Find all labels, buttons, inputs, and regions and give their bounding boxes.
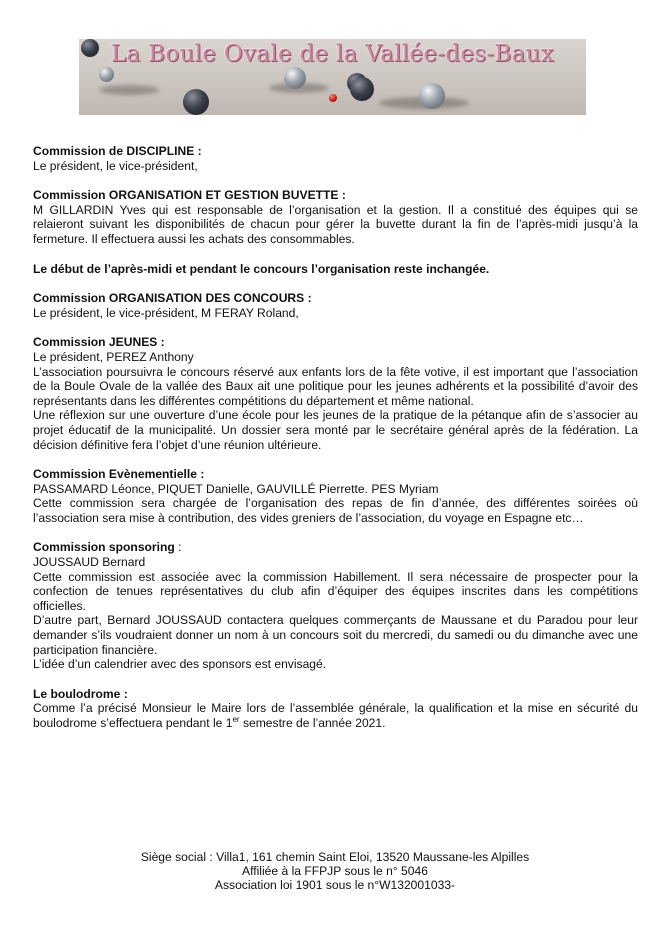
petanque-ball-image <box>350 77 374 101</box>
ordinal-superscript: er <box>232 714 240 724</box>
section-heading: Commission de DISCIPLINE : <box>33 144 202 158</box>
footer-affiliation: Affiliée à la FFPJP sous le n° 5046 <box>242 864 428 879</box>
petanque-ball-image <box>419 83 445 109</box>
section-discipline <box>33 144 638 173</box>
section-heading: Commission sponsoring <box>33 540 175 555</box>
section-text: L’association poursuivra le concours réservé aux enfants lors de la fête votive, il est important que l’association de la Boule Ovale de la vallée des Baux ait une politique pour les jeunes adhérents et la possibilité d’avoir des représentants dans les différentes compétitions du département et même national. <box>33 364 638 408</box>
heading-colon: : <box>174 540 182 555</box>
section-text: Cette commission sera chargée de l’organisation des repas de fin d’année, des différentes soirées où l’association sera mise à contribution, des vides greniers de l’association, du voyage en Espagne etc… <box>33 496 638 525</box>
footer <box>0 850 670 893</box>
section-text: Le président, le vice-président, M FERAY Roland, <box>33 305 299 320</box>
header-banner <box>79 39 586 115</box>
section-text: D’autre part, Bernard JOUSSAUD contactera quelques commerçants de Maussane et du Paradou pour leur demander s’ils voudraient donner un nom à un concours soit du mercredi, du samedi ou du dimanche avec une participation financière. <box>33 613 638 657</box>
petanque-ball-image <box>99 67 114 82</box>
cochonnet-image <box>329 94 337 102</box>
section-heading-row <box>33 540 638 555</box>
section-buvette <box>33 188 638 246</box>
section-text: L’idée d’un calendrier avec des sponsors est envisagé. <box>33 657 327 672</box>
section-heading: Commission ORGANISATION DES CONCOURS : <box>33 291 312 306</box>
notice-text: Le début de l’après-midi et pendant le concours l’organisation reste inchangée. <box>33 261 490 276</box>
footer-address: Siège social : Villa1, 161 chemin Saint Eloi, 13520 Maussane-les Alpilles <box>140 850 530 864</box>
section-text: JOUSSAUD Bernard <box>33 555 146 570</box>
petanque-ball-image <box>183 89 209 115</box>
section-text: Une réflexion sur une ouverture d’une école pour les jeunes de la pratique de la pétanque afin de s’associer au projet éducatif de la municipalité. Un dossier sera monté par le secrétaire général après de la fédération. La décision définitive fera l’objet d’une réunion ultérieure. <box>33 408 638 452</box>
section-heading: Commission ORGANISATION ET GESTION BUVETTE : <box>33 188 346 203</box>
section-heading: Le boulodrome : <box>33 686 128 701</box>
section-text: PASSAMARD Léonce, PIQUET Danielle, GAUVILLÉ Pierrette. PES Myriam <box>33 481 439 496</box>
section-text: Le président, PEREZ Anthony <box>33 349 194 364</box>
boulodrome-text-end: semestre de l’année 2021. <box>239 716 386 730</box>
footer-registration: Association loi 1901 sous le n°W132001033- <box>214 878 456 893</box>
boulodrome-text: Comme l’a précisé Monsieur le Maire lors de l’assemblée générale, la qualification et la mise en sécurité du boulodrome s’effectuera pendant le 1 <box>33 701 638 730</box>
document-body <box>33 144 638 746</box>
banner-title: La Boule Ovale de la Vallée-des-Baux <box>110 41 555 67</box>
section-evenementielle <box>33 467 638 525</box>
section-text: Le président, le vice-président, <box>33 158 198 173</box>
petanque-ball-image <box>284 67 306 89</box>
section-heading: Commission Evènementielle : <box>33 467 205 482</box>
section-concours <box>33 291 638 320</box>
section-text: M GILLARDIN Yves qui est responsable de l’organisation et la gestion. Il a constitué des équipes qui se relaieront suivant les disponibilités de chacun pour gérer la buvette durant la fin de l’après-midi jusqu’à la fermeture. Il effectuera aussi les achats des consommables. <box>33 202 638 246</box>
section-text: Cette commission est associée avec la commission Habillement. Il sera nécessaire de prospecter pour la confection de tenues représentatives du club afin d’équiper des équipes inscrites dans les compétitions officielles. <box>33 569 638 613</box>
section-sponsoring <box>33 540 638 671</box>
section-heading: Commission JEUNES : <box>33 335 165 350</box>
section-text <box>33 701 638 730</box>
section-jeunes <box>33 335 638 452</box>
section-boulodrome <box>33 687 638 731</box>
